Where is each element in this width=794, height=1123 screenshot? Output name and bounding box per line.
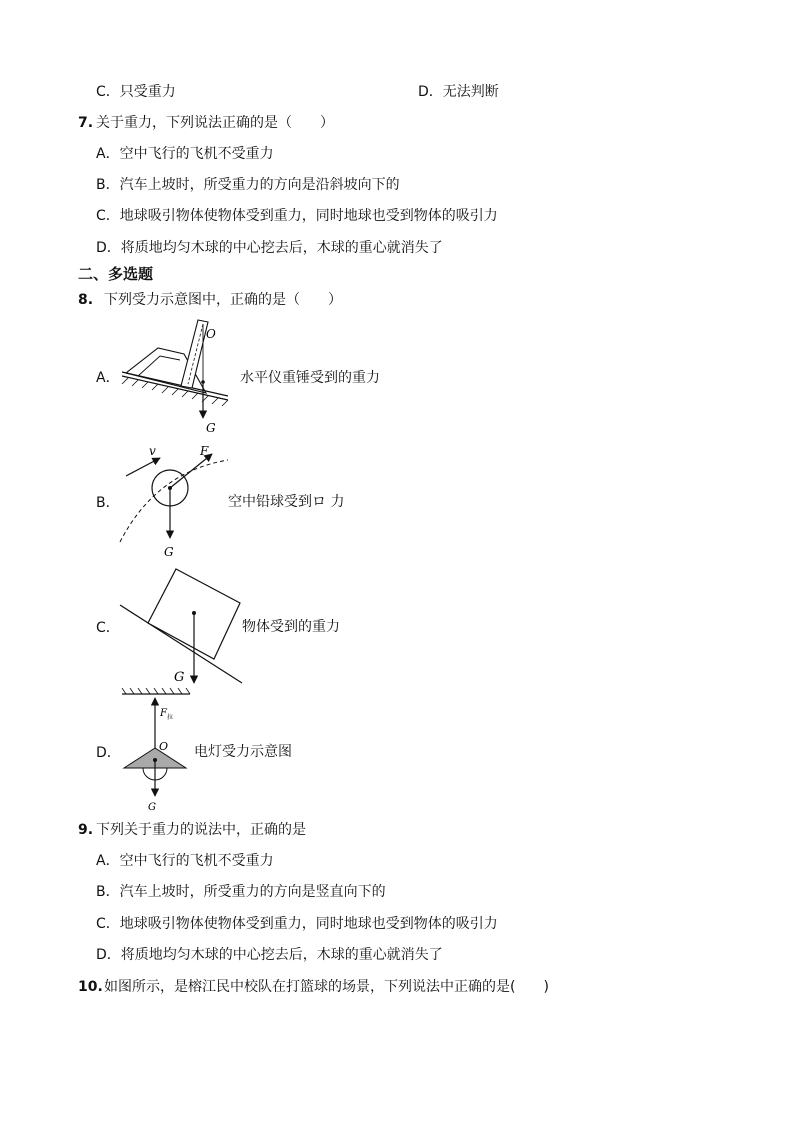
q8-number: 8. [78, 292, 94, 308]
force-g-label: G [148, 802, 156, 813]
q8-option-a-letter: A． [96, 370, 120, 386]
q8-option-b-letter: B． [96, 495, 120, 511]
q8-option-b-caption: 空中铅球受到ロ 力 [228, 494, 345, 510]
q9-option-b: B．汽车上坡时，所受重力的方向是竖直向下的 [96, 884, 386, 900]
q8-stem: 下列受力示意图中，正确的是（ ） [104, 292, 342, 308]
velocity-v-label: v [149, 444, 156, 458]
q8-option-d-caption: 电灯受力示意图 [194, 744, 292, 760]
force-g-label: G [174, 670, 185, 685]
q7-stem: 关于重力，下列说法正确的是（ ） [96, 115, 334, 131]
q10-stem: 如图所示，是榕江民中校队在打篮球的场景，下列说法中正确的是( ) [104, 979, 549, 995]
q7-option-a: A．空中飞行的飞机不受重力 [96, 146, 274, 162]
force-g-label: G [206, 421, 216, 435]
q10-number: 10. [78, 979, 103, 995]
point-o-label: O [206, 327, 216, 341]
q9-option-c: C．地球吸引物体使物体受到重力，同时地球也受到物体的吸引力 [96, 916, 498, 932]
shot-put-diagram [116, 440, 236, 562]
q9-option-a: A．空中飞行的飞机不受重力 [96, 853, 274, 869]
q6-option-c: C．只受重力 [96, 84, 176, 100]
q8-option-c-letter: C． [96, 620, 120, 636]
q9-stem: 下列关于重力的说法中，正确的是 [96, 822, 306, 838]
point-o-label: O [159, 740, 169, 753]
q7-option-c: C．地球吸引物体使物体受到重力，同时地球也受到物体的吸引力 [96, 208, 498, 224]
q9-number: 9. [78, 822, 94, 838]
section-title: 二、多选题 [78, 265, 154, 283]
q8-option-d-letter: D． [96, 745, 121, 761]
tension-f-label: $F_拉$ [160, 708, 173, 721]
q8-option-a-caption: 水平仪重锤受到的重力 [240, 370, 380, 386]
q7-number: 7. [78, 115, 94, 131]
level-plumb-diagram [118, 316, 236, 438]
block-on-slope-diagram [116, 563, 246, 689]
lamp-diagram [118, 686, 194, 814]
force-g-label: G [164, 545, 174, 559]
q6-option-d: D．无法判断 [418, 84, 499, 100]
q7-option-b: B．汽车上坡时，所受重力的方向是沿斜坡向下的 [96, 177, 400, 193]
q7-option-d: D．将质地均匀木球的中心挖去后，木球的重心就消失了 [96, 240, 443, 256]
force-f-label: F [200, 444, 209, 458]
q8-option-c-caption: 物体受到的重力 [242, 619, 340, 635]
q9-option-d: D．将质地均匀木球的中心挖去后，木球的重心就消失了 [96, 947, 443, 963]
